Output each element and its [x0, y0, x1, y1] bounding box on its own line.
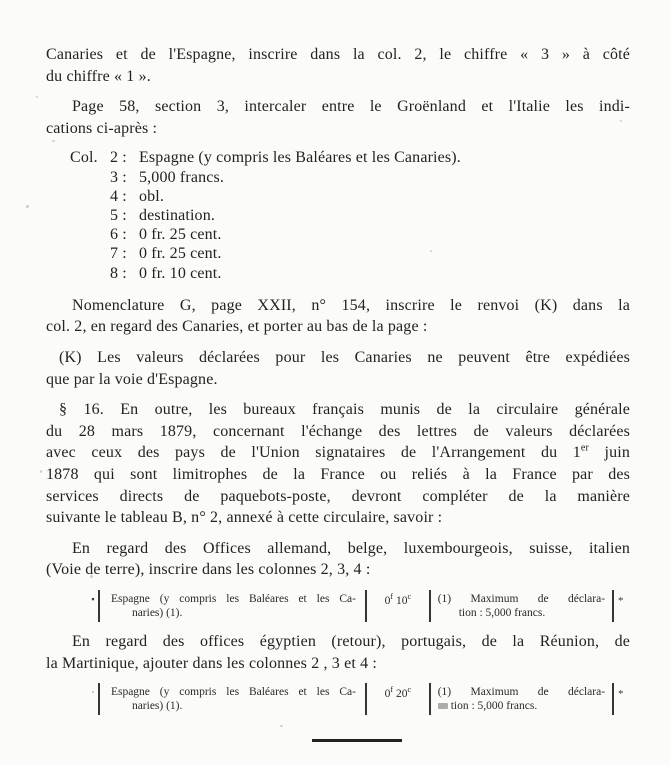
text-line: col. 2, en regard des Canaries, et porter au bas de la page :: [46, 318, 428, 336]
rate-francs-unit: f: [390, 685, 394, 695]
list-item-number: 2 :: [110, 149, 127, 167]
list-item-prefix: Col.: [70, 149, 98, 167]
text-line: § 16. En outre, les bureaux français munis de la circulaire générale: [59, 401, 630, 419]
paragraph-section-16: [46, 399, 630, 529]
text-line: Espagne (y compris les Baléares et les Ca-: [110, 592, 356, 605]
list-item-number: 5 :: [110, 206, 127, 224]
text-segment: juin: [589, 444, 631, 462]
text-line: Canaries et de l'Espagne, inscrire dans la col. 2, le chiffre « 3 » à côté: [46, 46, 630, 63]
paragraph-page58-instruction: [46, 96, 630, 139]
text-line: (1) Maximum de déclara-: [437, 686, 606, 699]
list-item-number: 6 :: [110, 226, 127, 244]
list-item-value: Espagne (y compris les Baléares et les Canaries).: [139, 149, 461, 167]
rate-francs: 0: [384, 688, 391, 701]
rate-centimes-unit: c: [407, 592, 411, 602]
text-line: naries) (1).: [131, 606, 183, 619]
paragraph-nomenclature: [46, 295, 630, 338]
list-item: [70, 225, 630, 244]
paragraph-en-regard-offices: [46, 538, 630, 581]
text-line: du 28 mars 1879, concernant l'échange des lettres de valeurs déclarées: [46, 422, 630, 440]
table-edge-mark: ·: [91, 687, 95, 698]
table-edge-mark: *: [618, 688, 624, 701]
inset-country-cell: [100, 683, 365, 715]
text-segment: tion : 5,000 francs.: [450, 700, 538, 713]
scan-speckle: [545, 690, 547, 692]
text-line: (Voie de terre), inscrire dans les colonnes 2, 3, 4 :: [46, 561, 371, 579]
list-item-prefix: [70, 206, 110, 225]
scan-speckle: [64, 660, 66, 662]
section-end-rule: [312, 739, 402, 742]
scan-speckle: [90, 575, 93, 578]
scan-speckle: [620, 120, 622, 122]
list-item-number: 7 :: [110, 245, 127, 263]
column-values-list: [70, 148, 630, 282]
text-line: Nomenclature G, page XXII, n° 154, inscrire le renvoi (K) dans la: [72, 296, 630, 314]
list-item-number: 3 :: [110, 168, 127, 186]
list-item-prefix: [70, 225, 110, 244]
text-line: du chiffre « 1 ».: [46, 67, 151, 85]
text-line: naries) (1).: [131, 700, 183, 713]
list-item: [70, 264, 630, 283]
text-line: que par la voie d'Espagne.: [46, 370, 218, 388]
list-item-value: destination.: [139, 206, 216, 224]
scan-speckle: [26, 205, 29, 208]
list-item-prefix: [70, 168, 110, 187]
rate-centimes: 10: [395, 594, 408, 607]
scan-speckle: [36, 96, 38, 98]
list-item-value: 5,000 francs.: [139, 168, 225, 186]
text-line: la Martinique, ajouter dans les colonnes 2 , 3 et 4 :: [46, 654, 377, 672]
list-item-prefix: [70, 264, 110, 283]
list-item-prefix: [70, 187, 110, 206]
rate-centimes-unit: c: [407, 685, 411, 695]
inset-note-cell: [431, 683, 612, 715]
inset-note-cell: [431, 590, 612, 622]
list-item-number: 4 :: [110, 187, 127, 205]
table-edge-mark: ▪: [91, 593, 95, 604]
text-line: En regard des Offices allemand, belge, luxembourgeois, suisse, italien: [72, 539, 630, 557]
paragraph-canaries-continuation: [46, 44, 630, 87]
rate-francs-unit: f: [390, 592, 394, 602]
scan-speckle: [100, 330, 102, 332]
text-line: (1) Maximum de déclara-: [437, 592, 606, 605]
text-line: (K) Les valeurs déclarées pour les Canaries ne peuvent être expédiées: [59, 348, 630, 366]
text-line: suivante le tableau B, n° 2, annexé à cette circulaire, savoir :: [46, 509, 443, 527]
paragraph-en-regard-egyptien: [46, 631, 630, 674]
list-item-value: 0 fr. 10 cent.: [139, 264, 222, 282]
inset-rate-cell: [367, 683, 429, 715]
list-item-value: 0 fr. 25 cent.: [139, 245, 222, 263]
text-line: Page 58, section 3, intercaler entre le Groënland et l'Italie les indi-: [72, 98, 630, 116]
list-item: [70, 187, 630, 206]
rate-francs: 0: [384, 594, 391, 607]
list-item: [70, 168, 630, 187]
text-line: En regard des offices égyptien (retour), portugais, de la Réunion, de: [72, 632, 630, 650]
text-line: [46, 442, 630, 464]
text-line: tion : 5,000 francs.: [458, 606, 546, 619]
list-item-prefix: [70, 244, 110, 263]
list-item-number: 8 :: [110, 264, 127, 282]
scan-speckle: [280, 725, 283, 727]
scan-speckle: [40, 470, 42, 473]
list-item-value: obl.: [139, 187, 165, 205]
tariff-table-inset-1: [88, 590, 630, 622]
list-item: [70, 148, 630, 167]
text-line: cations ci-après :: [46, 119, 158, 137]
ink-smudge: [438, 703, 448, 709]
text-line: 1878 qui sont limitrophes de la France ou reliés à la France par des: [46, 465, 630, 483]
tariff-table-inset-2: [88, 683, 630, 715]
scan-speckle: [430, 250, 432, 252]
list-item: [70, 244, 630, 263]
text-line: Espagne (y compris les Baléares et les Ca-: [110, 686, 356, 699]
inset-country-cell: [100, 590, 365, 622]
list-item: [70, 206, 630, 225]
ordinal-superscript: er: [580, 443, 589, 455]
text-line: [438, 699, 605, 713]
text-segment: avec ceux des pays de l'Union signataires de l'Arrangement du 1: [46, 444, 581, 462]
rate-centimes: 20: [395, 688, 408, 701]
table-edge-mark: *: [618, 594, 624, 607]
scan-speckle: [52, 140, 55, 142]
paragraph-k-footnote: [46, 347, 630, 390]
inset-rate-cell: [367, 590, 429, 622]
text-line: services directs de paquebots-poste, devront compléter de la manière: [46, 487, 630, 505]
list-item-value: 0 fr. 25 cent.: [139, 226, 222, 244]
